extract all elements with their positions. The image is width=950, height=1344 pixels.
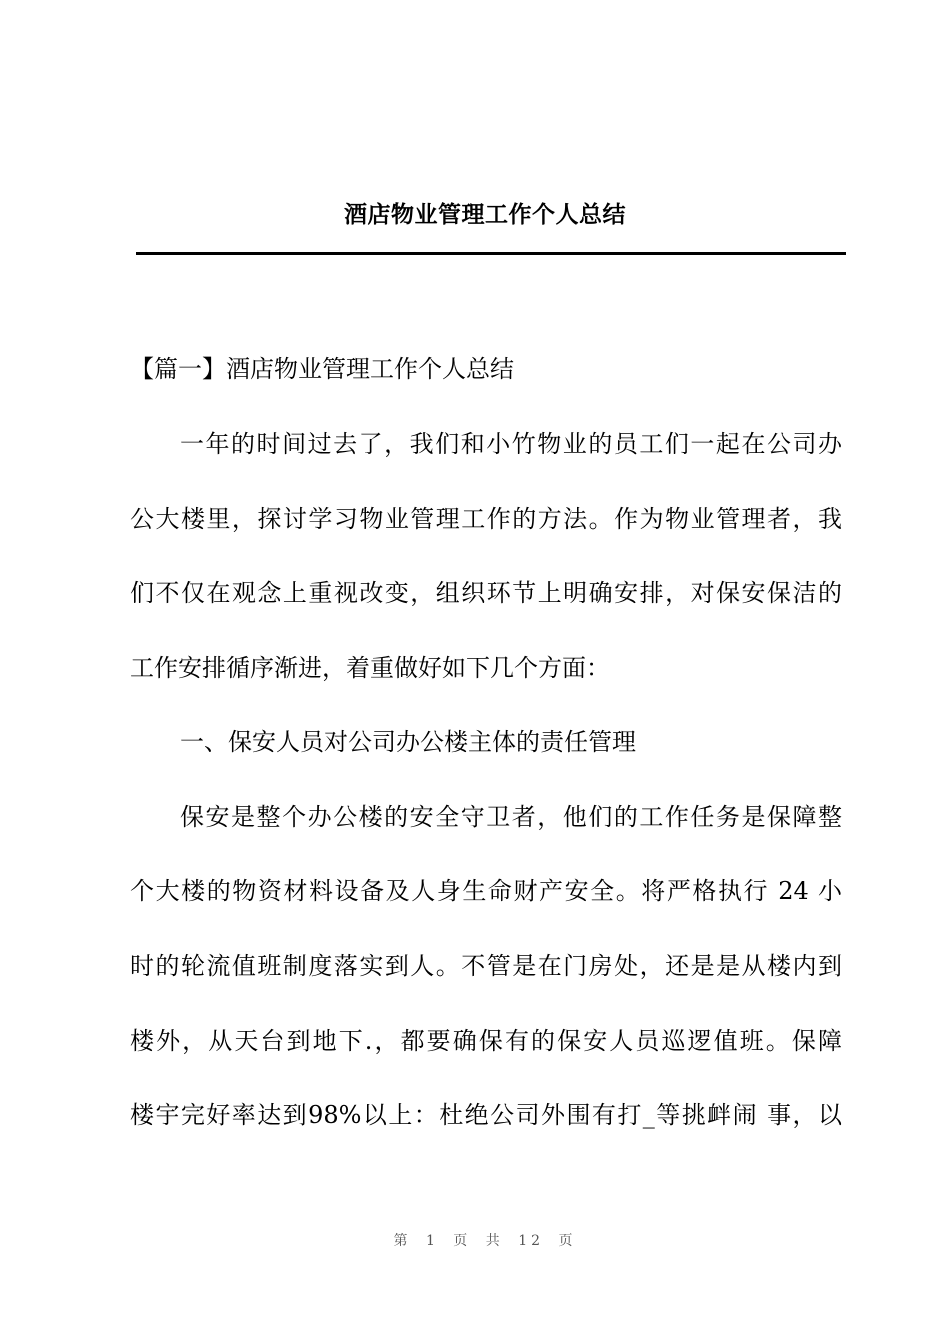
page-number-footer: 第 1 页 共 12 页 — [393, 1233, 577, 1249]
paragraph-line: 楼宇完好率达到98%以上：杜绝公司外围有打_等挑衅闹 事，以 — [130, 1101, 842, 1129]
paragraph-line: 楼外，从天台到地下.，都要确保有的保安人员巡逻值班。保障 — [130, 1027, 842, 1055]
subheading: 一、保安人员对公司办公楼主体的责任管理 — [180, 728, 636, 756]
paragraph-line: 时的轮流值班制度落实到人。不管是在门房处，还是是从楼内到 — [130, 952, 842, 980]
document-title: 酒店物业管理工作个人总结 — [344, 201, 626, 228]
paragraph-line: 工作安排循序渐进，着重做好如下几个方面： — [130, 654, 610, 682]
paragraph-line: 一年的时间过去了，我们和小竹物业的员工们一起在公司办 — [180, 430, 842, 458]
paragraph-line: 保安是整个办公楼的安全守卫者，他们的工作任务是保障整 — [180, 803, 842, 831]
section-heading: 【篇一】酒店物业管理工作个人总结 — [130, 355, 514, 383]
paragraph-line: 个大楼的物资材料设备及人身生命财产安全。将严格执行 24 小 — [130, 877, 842, 905]
paragraph-line: 公大楼里，探讨学习物业管理工作的方法。作为物业管理者，我 — [130, 505, 842, 533]
paragraph-line: 们不仅在观念上重视改变，组织环节上明确安排，对保安保洁的 — [130, 579, 842, 607]
title-divider — [136, 252, 846, 255]
